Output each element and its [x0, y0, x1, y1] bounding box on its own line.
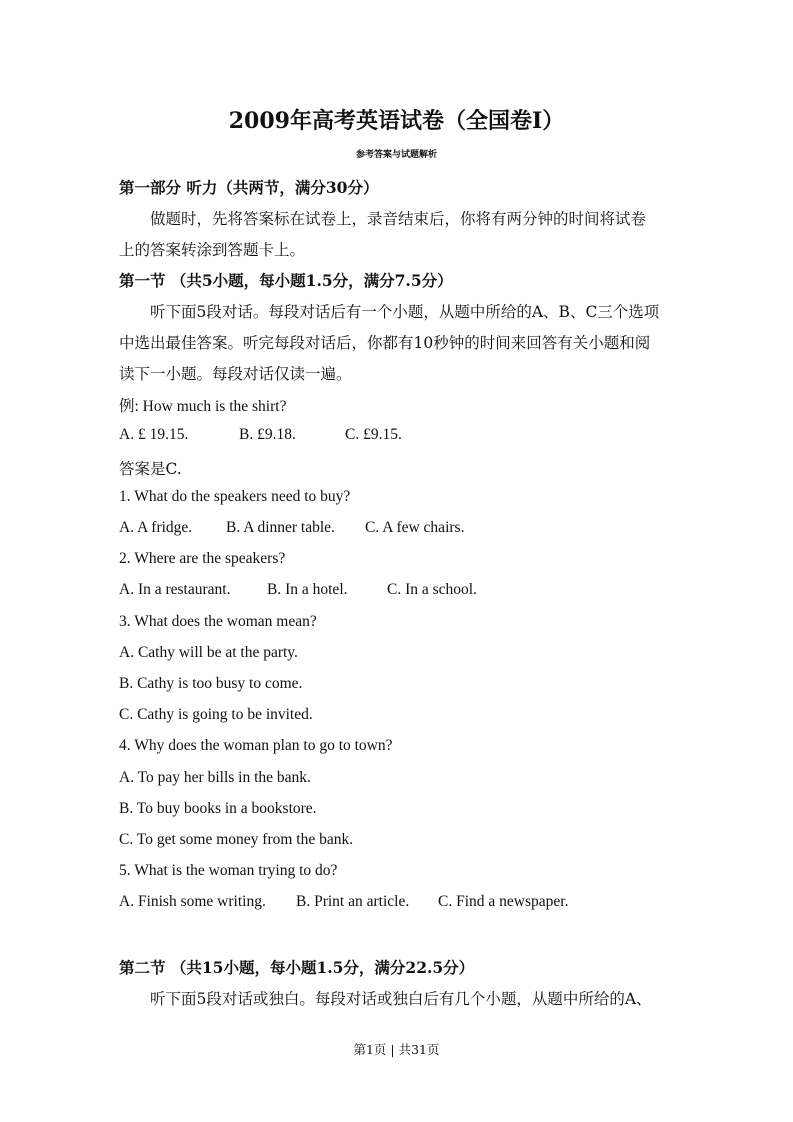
section1-instruction-line1: 听下面5段对话。每段对话后有一个小题，从题中所给的A、B、C三个选项: [150, 303, 660, 321]
section1-instruction-line3: 读下一小题。每段对话仅读一遍。: [119, 365, 352, 383]
document-title: 2009年高考英语试卷（全国卷I）: [228, 108, 565, 134]
q5-option-a: A. Finish some writing.: [119, 893, 266, 910]
section2-instruction-line1: 听下面5段对话或独白。每段对话或独白后有几个小题，从题中所给的A、: [150, 990, 652, 1008]
question-2: 2. Where are the speakers?: [119, 550, 286, 567]
example-option-c: C. £9.15.: [345, 426, 402, 443]
example-answer: 答案是C.: [119, 460, 182, 478]
part1-intro-line2: 上的答案转涂到答题卡上。: [119, 241, 306, 259]
part1-intro-line1: 做题时，先将答案标在试卷上，录音结束后，你将有两分钟的时间将试卷: [150, 210, 647, 228]
question-4: 4. Why does the woman plan to go to town?: [119, 737, 393, 754]
q1-option-c: C. A few chairs.: [365, 519, 465, 536]
example-question: 例: How much is the shirt?: [119, 398, 287, 415]
q4-option-a: A. To pay her bills in the bank.: [119, 769, 311, 786]
question-1: 1. What do the speakers need to buy?: [119, 488, 351, 505]
q3-option-c: C. Cathy is going to be invited.: [119, 706, 313, 723]
q4-option-b: B. To buy books in a bookstore.: [119, 800, 317, 817]
q1-option-a: A. A fridge.: [119, 519, 193, 536]
section2-heading: 第二节 （共15小题，每小题1.5分，满分22.5分）: [119, 958, 475, 977]
q1-option-b: B. A dinner table.: [226, 519, 335, 536]
q5-option-b: B. Print an article.: [296, 893, 410, 910]
q2-option-c: C. In a school.: [387, 581, 477, 598]
section1-instruction-line2: 中选出最佳答案。听完每段对话后，你都有10秒钟的时间来回答有关小题和阅: [119, 334, 651, 352]
q3-option-b: B. Cathy is too busy to come.: [119, 675, 303, 692]
page-footer: 第1页 | 共31页: [353, 1042, 440, 1057]
example-option-b: B. £9.18.: [239, 426, 296, 443]
q4-option-c: C. To get some money from the bank.: [119, 831, 354, 848]
q2-option-a: A. In a restaurant.: [119, 581, 231, 598]
q5-option-c: C. Find a newspaper.: [438, 893, 569, 910]
document-subtitle: 参考答案与试题解析: [355, 150, 437, 160]
question-5: 5. What is the woman trying to do?: [119, 862, 338, 879]
question-3: 3. What does the woman mean?: [119, 613, 317, 630]
q2-option-b: B. In a hotel.: [267, 581, 348, 598]
section1-heading: 第一节 （共5小题，每小题1.5分，满分7.5分）: [119, 271, 453, 290]
part1-heading: 第一部分 听力（共两节，满分30分）: [119, 178, 379, 197]
example-option-a: A. £ 19.15.: [119, 426, 189, 443]
q3-option-a: A. Cathy will be at the party.: [119, 644, 298, 661]
